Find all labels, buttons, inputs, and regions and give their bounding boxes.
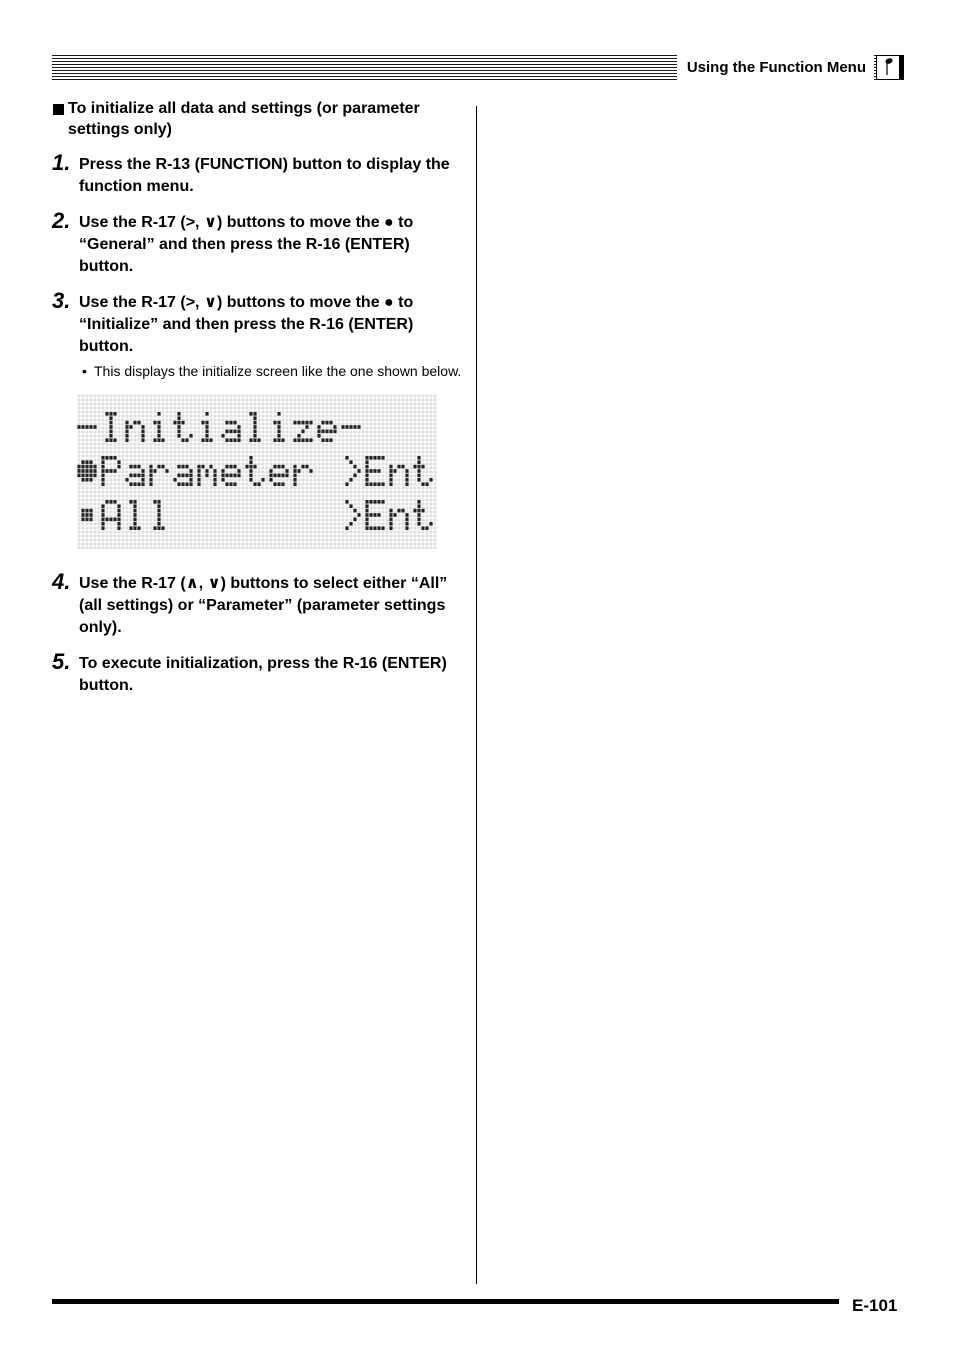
lcd-pixel <box>157 500 160 504</box>
lcd-pixel <box>81 478 84 482</box>
up-arrow-icon: ∧ <box>185 575 199 592</box>
lcd-pixel <box>281 474 284 478</box>
lcd-pixel <box>85 425 88 429</box>
lcd-pixel <box>309 438 312 442</box>
step-text-part: Use the R-17 ( <box>79 214 186 231</box>
lcd-pixel <box>205 438 208 442</box>
lcd-pixel <box>293 438 296 442</box>
lcd-pixel <box>301 465 304 469</box>
step-note <box>79 362 462 380</box>
lcd-pixel <box>89 509 92 513</box>
lcd-pixel <box>277 465 280 469</box>
lcd-pixel <box>417 522 420 526</box>
header-icon-box <box>876 55 904 80</box>
step-text <box>79 573 462 639</box>
lcd-pixel <box>301 421 304 425</box>
lcd-pixel <box>101 482 104 486</box>
lcd-row-parameter-action: >Ent <box>353 448 426 482</box>
main-column <box>52 98 462 697</box>
lcd-pixel <box>101 522 104 526</box>
lcd-pixel <box>357 425 360 429</box>
lcd-pixel <box>157 518 160 522</box>
lcd-pixel <box>293 465 296 469</box>
lcd-pixel <box>93 425 96 429</box>
lcd-pixel <box>341 425 344 429</box>
lcd-pixel <box>77 474 80 478</box>
lcd-pixel <box>345 526 348 530</box>
lcd-pixel <box>421 482 424 486</box>
lcd-pixel <box>89 465 92 469</box>
lcd-pixel <box>81 425 84 429</box>
lcd-pixel <box>405 522 408 526</box>
lcd-pixel <box>253 438 256 442</box>
lcd-pixel <box>253 482 256 486</box>
step-text-part: to “General” and then press the R-16 (ENTER) button. <box>79 214 414 275</box>
lcd-pixel <box>273 465 276 469</box>
lcd-pixel <box>333 430 336 434</box>
lcd-pixel <box>389 526 392 530</box>
lcd-pixel <box>181 438 184 442</box>
header-title: Using the Function Menu <box>686 59 866 76</box>
lcd-pixel <box>425 526 428 530</box>
lcd-pixel <box>365 522 368 526</box>
lcd-row-parameter: Parameter <box>101 448 264 482</box>
lcd-pixel <box>329 438 332 442</box>
step-number: 5. <box>52 649 71 674</box>
lcd-pixel <box>277 438 280 442</box>
lcd-pixel <box>305 421 308 425</box>
lcd-pixel <box>137 526 140 530</box>
lcd-pixel <box>105 438 108 442</box>
lcd-pixel <box>317 430 320 434</box>
lcd-pixel <box>89 460 92 464</box>
lcd-pixel <box>353 425 356 429</box>
lcd-pixel <box>185 482 188 486</box>
lcd-pixel <box>117 522 120 526</box>
step-number: 4. <box>52 569 71 594</box>
lcd-title: Initialize <box>101 404 282 438</box>
step-text-part: ) buttons to move the <box>216 294 385 311</box>
lcd-pixel <box>81 465 84 469</box>
lcd-pixel <box>381 526 384 530</box>
lcd-pixel <box>125 438 128 442</box>
lcd-pixel <box>157 504 160 508</box>
step-text-part: , <box>195 294 204 311</box>
lcd-pixel <box>273 482 276 486</box>
lcd-pixel <box>281 438 284 442</box>
lcd-pixel <box>301 438 304 442</box>
lcd-pixel <box>181 482 184 486</box>
lcd-pixel <box>297 421 300 425</box>
section-heading <box>52 98 462 140</box>
lcd-pixel <box>349 522 352 526</box>
lcd-pixel <box>117 526 120 530</box>
lcd-pixel <box>281 482 284 486</box>
lcd-pixel <box>321 438 324 442</box>
lcd-pixel <box>101 526 104 530</box>
lcd-pixel <box>293 474 296 478</box>
lcd-pixel <box>425 482 428 486</box>
step-text-part: to “Initialize” and then press the R-16 (ENTER) button. <box>79 294 414 355</box>
lcd-pixel <box>81 460 84 464</box>
lcd-pixel <box>377 482 380 486</box>
lcd-pixel <box>373 526 376 530</box>
lcd-pixel <box>209 438 212 442</box>
lcd-pixel <box>149 482 152 486</box>
lcd-pixel <box>233 438 236 442</box>
lcd-pixel <box>249 438 252 442</box>
down-arrow-icon: ∨ <box>203 294 217 311</box>
down-arrow-icon: ∨ <box>207 575 221 592</box>
lcd-pixel <box>349 425 352 429</box>
step-text <box>79 292 462 358</box>
lcd-pixel <box>297 438 300 442</box>
lcd-row-all-action: >Ent <box>353 488 426 522</box>
lcd-pixel <box>429 478 432 482</box>
lcd-pixel <box>85 465 88 469</box>
step-note-text: This displays the initialize screen like the one shown below. <box>94 363 462 379</box>
square-bullet-icon <box>53 104 64 115</box>
header-title-wrap <box>677 55 874 80</box>
lcd-pixel <box>317 434 320 438</box>
lcd-row-all: All <box>101 488 156 522</box>
step-number: 3. <box>52 288 71 313</box>
lcd-pixel <box>381 482 384 486</box>
lcd-pixel <box>293 421 296 425</box>
lcd-pixel <box>93 469 96 473</box>
lcd-pixel <box>389 482 392 486</box>
lcd-pixel <box>201 438 204 442</box>
lcd-pixel <box>373 482 376 486</box>
lcd-pixel <box>325 430 328 434</box>
lcd-pixel <box>153 438 156 442</box>
lcd-pixel <box>237 438 240 442</box>
lcd-screen <box>77 394 437 549</box>
lcd-pixel <box>345 500 348 504</box>
lcd-pixel <box>197 482 200 486</box>
lcd-pixel <box>257 482 260 486</box>
lcd-pixel <box>157 513 160 517</box>
lcd-pixel <box>269 474 272 478</box>
step-number: 2. <box>52 208 71 233</box>
lcd-pixel <box>257 438 260 442</box>
lcd-pixel <box>293 478 296 482</box>
lcd-pixel <box>141 482 144 486</box>
lcd-pixel <box>81 474 84 478</box>
cursor-dot-icon: ● <box>384 214 394 231</box>
lcd-pixel <box>321 421 324 425</box>
lcd-pixel <box>89 425 92 429</box>
lcd-pixel <box>321 430 324 434</box>
lcd-pixel <box>269 469 272 473</box>
lcd-pixel <box>225 482 228 486</box>
lcd-pixel <box>293 482 296 486</box>
lcd-pixel <box>345 456 348 460</box>
lcd-pixel <box>77 465 80 469</box>
lcd-pixel <box>305 465 308 469</box>
down-arrow-icon: ∨ <box>203 214 217 231</box>
lcd-pixel <box>93 465 96 469</box>
footer-rule <box>52 1299 839 1304</box>
lcd-pixel <box>297 434 300 438</box>
lcd-pixel <box>405 482 408 486</box>
lcd-pixel <box>293 469 296 473</box>
lcd-pixel <box>157 509 160 513</box>
lcd-pixel <box>273 474 276 478</box>
lcd-pixel <box>305 425 308 429</box>
lcd-pixel <box>85 518 88 522</box>
lcd-pixel <box>89 474 92 478</box>
lcd-pixel <box>85 474 88 478</box>
right-arrow-icon: > <box>185 214 196 231</box>
lcd-pixel <box>81 513 84 517</box>
lcd-pixel <box>85 469 88 473</box>
step-3 <box>52 288 462 380</box>
lcd-pixel <box>85 478 88 482</box>
lcd-pixel <box>109 438 112 442</box>
lcd-pixel <box>281 465 284 469</box>
step-text-part: Use the R-17 ( <box>79 294 186 311</box>
lcd-pixel <box>429 522 432 526</box>
lcd-pixel <box>421 526 424 530</box>
column-divider <box>476 106 477 1284</box>
lcd-pixel <box>157 526 160 530</box>
lcd-pixel <box>157 438 160 442</box>
lcd-pixel <box>89 478 92 482</box>
lcd-pixel <box>129 526 132 530</box>
step-1 <box>52 150 462 198</box>
music-note-icon <box>881 57 895 77</box>
lcd-pixel <box>157 522 160 526</box>
lcd-pixel <box>345 425 348 429</box>
lcd-pixel <box>85 460 88 464</box>
header-bar <box>52 55 904 80</box>
lcd-pixel <box>113 438 116 442</box>
step-text <box>79 212 462 278</box>
lcd-pixel <box>309 469 312 473</box>
lcd-pixel <box>133 526 136 530</box>
lcd-pixel <box>137 482 140 486</box>
lcd-pixel <box>273 438 276 442</box>
step-5 <box>52 649 462 697</box>
lcd-pixel <box>213 482 216 486</box>
step-text-part: ) buttons to move the <box>216 214 385 231</box>
step-text: Press the R-13 (FUNCTION) button to display the function menu. <box>79 156 450 195</box>
page-number: E-101 <box>852 1296 898 1315</box>
lcd-pixel <box>81 518 84 522</box>
lcd-pixel <box>133 522 136 526</box>
lcd-pixel <box>89 518 92 522</box>
lcd-pixel <box>229 438 232 442</box>
lcd-pixel <box>329 421 332 425</box>
header-icon-bar <box>899 56 904 79</box>
lcd-pixel <box>325 438 328 442</box>
lcd-pixel <box>365 482 368 486</box>
step-text-part: ) buttons to select either “All” (all settings) or “Parameter” (parameter settings only). <box>79 575 448 636</box>
lcd-pixel <box>277 474 280 478</box>
lcd-pixel <box>229 482 232 486</box>
lcd-pixel <box>365 526 368 530</box>
lcd-pixel <box>85 513 88 517</box>
lcd-pixel <box>77 425 80 429</box>
lcd-pixel <box>377 526 380 530</box>
step-text: To execute initialization, press the R-16 (ENTER) button. <box>79 655 447 694</box>
step-text-part: , <box>198 575 208 592</box>
step-text-part: , <box>195 214 204 231</box>
lcd-pixel <box>81 509 84 513</box>
lcd-pixel <box>85 509 88 513</box>
lcd-pixel <box>225 438 228 442</box>
lcd-pixel <box>233 482 236 486</box>
lcd-pixel <box>369 482 372 486</box>
lcd-pixel <box>89 513 92 517</box>
lcd-pixel <box>129 482 132 486</box>
lcd-pixel <box>345 482 348 486</box>
step-text-part: Use the R-17 ( <box>79 575 186 592</box>
lcd-pixel <box>325 421 328 425</box>
lcd-pixel <box>93 474 96 478</box>
step-2 <box>52 208 462 278</box>
lcd-pixel <box>89 469 92 473</box>
lcd-pixel <box>277 482 280 486</box>
lcd-pixel <box>389 522 392 526</box>
lcd-pixel <box>153 526 156 530</box>
lcd-pixel <box>301 430 304 434</box>
lcd-pixel <box>305 438 308 442</box>
lcd-pixel <box>405 526 408 530</box>
lcd-pixel <box>177 482 180 486</box>
step-4 <box>52 569 462 639</box>
lcd-pixel <box>297 469 300 473</box>
lcd-pixel <box>133 482 136 486</box>
lcd-pixel <box>309 421 312 425</box>
lcd-pixel <box>141 438 144 442</box>
lcd-pixel <box>81 469 84 473</box>
lcd-pixel <box>189 482 192 486</box>
cursor-dot-icon: ● <box>384 294 394 311</box>
lcd-pixel <box>185 438 188 442</box>
lcd-pixel <box>285 474 288 478</box>
right-arrow-icon: > <box>185 294 196 311</box>
lcd-pixel <box>333 425 336 429</box>
lcd-pixel <box>161 526 164 530</box>
lcd-pixel <box>269 478 272 482</box>
lcd-pixel <box>285 469 288 473</box>
lcd-pixel <box>161 438 164 442</box>
lcd-pixel <box>329 430 332 434</box>
bullet-icon: • <box>82 363 87 379</box>
section-heading-text: To initialize all data and settings (or parameter settings only) <box>68 100 420 138</box>
lcd-pixel <box>369 526 372 530</box>
lcd-pixel <box>317 425 320 429</box>
lcd-pixel <box>77 469 80 473</box>
step-number: 1. <box>52 150 71 175</box>
